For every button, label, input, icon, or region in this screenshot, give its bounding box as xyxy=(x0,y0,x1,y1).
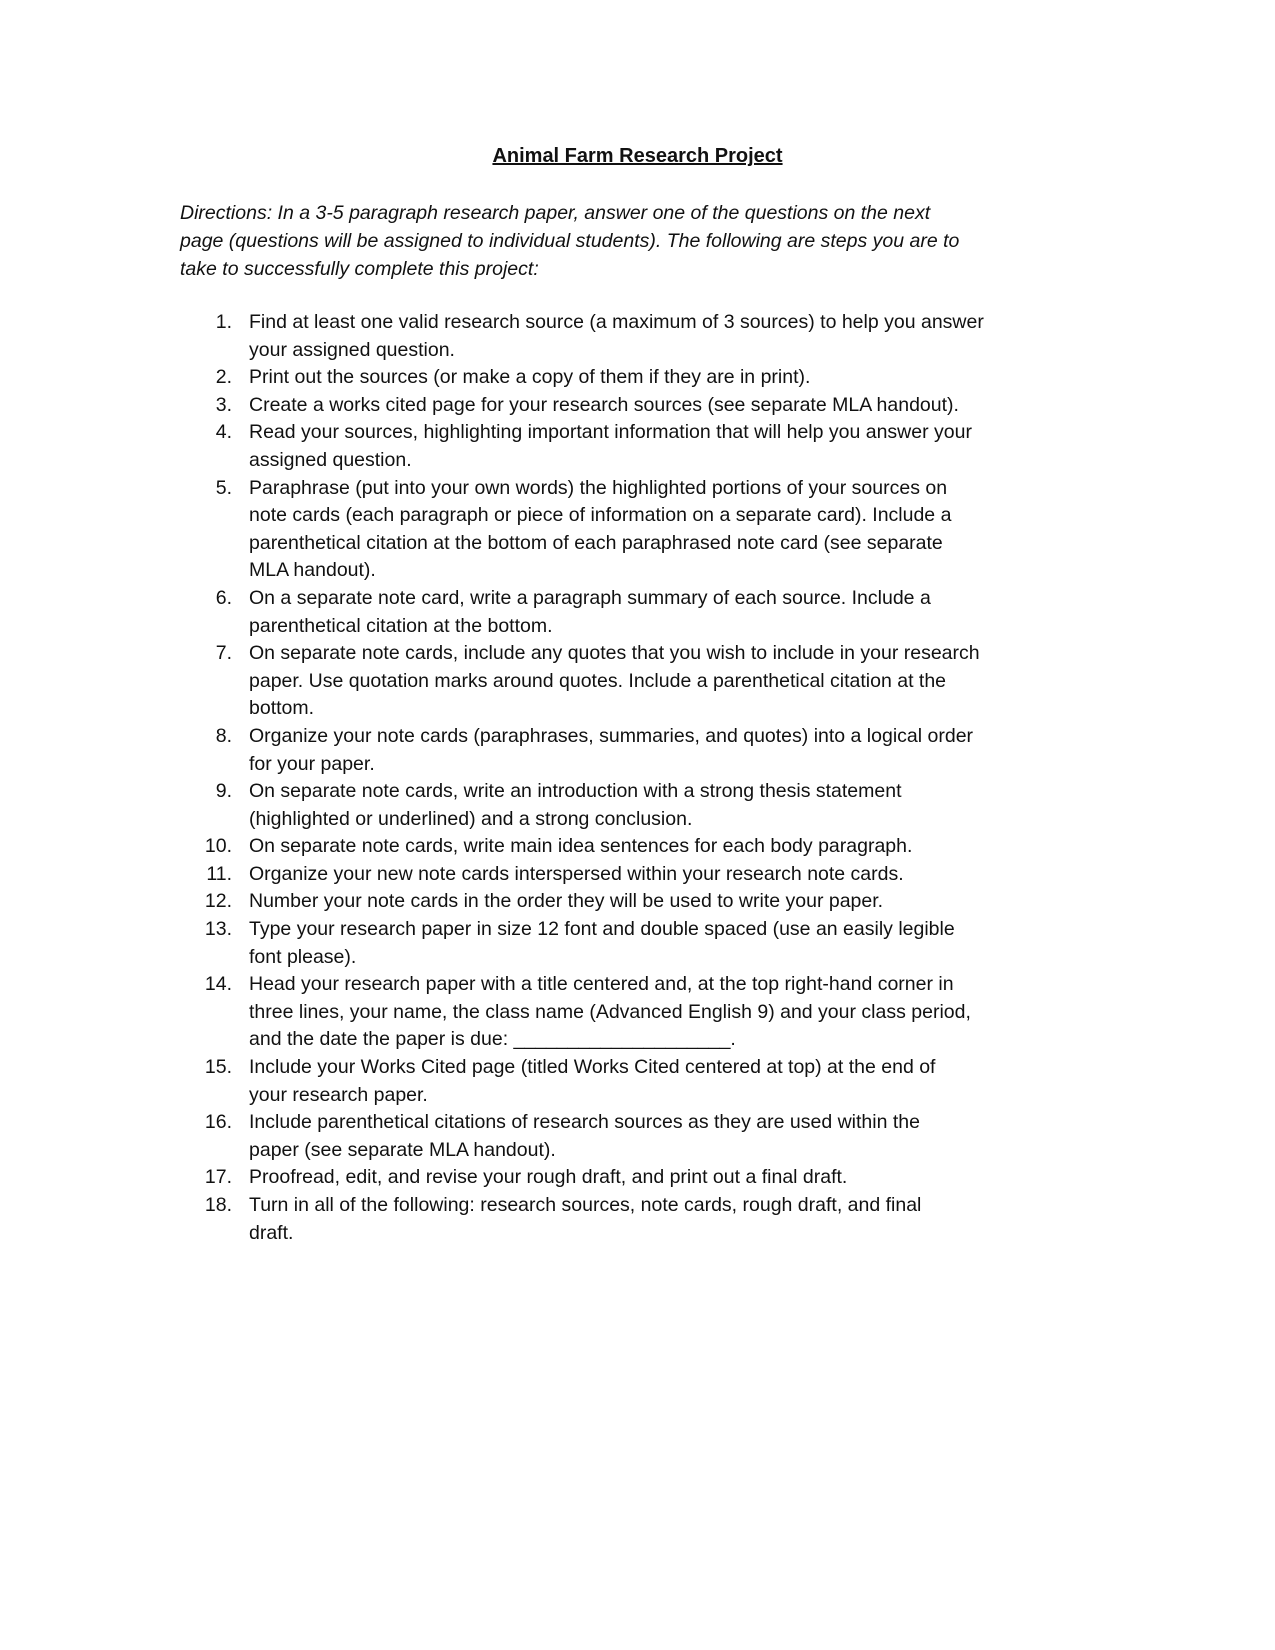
step-number: 17. xyxy=(204,1166,232,1189)
step-item xyxy=(0,640,1275,723)
step-number: 9. xyxy=(215,780,232,803)
step-text-line: On separate note cards, write main idea sentences for each body paragraph. xyxy=(249,835,913,858)
step-item xyxy=(0,916,1275,971)
step-number: 16. xyxy=(204,1111,232,1134)
step-text-line: Proofread, edit, and revise your rough draft, and print out a final draft. xyxy=(249,1166,848,1189)
step-text-line: Head your research paper with a title centered and, at the top right-hand corner in xyxy=(249,973,954,996)
steps-list xyxy=(0,309,1275,1247)
step-text-line: Include parenthetical citations of research sources as they are used within the xyxy=(249,1111,920,1134)
step-number: 15. xyxy=(204,1056,232,1079)
step-text-line: On a separate note card, write a paragraph summary of each source. Include a xyxy=(249,586,931,609)
step-item xyxy=(0,723,1275,778)
step-item xyxy=(0,585,1275,640)
document-title: Animal Farm Research Project xyxy=(492,145,783,167)
step-text-line: Number your note cards in the order they will be used to write your paper. xyxy=(249,890,884,913)
step-text-line: for your paper. xyxy=(249,752,375,775)
step-text-line: Find at least one valid research source (a maximum of 3 sources) to help you answer xyxy=(249,311,984,333)
step-text-line: Print out the sources (or make a copy of them if they are in print). xyxy=(249,366,811,389)
step-text-line: Paraphrase (put into your own words) the highlighted portions of your sources on xyxy=(249,476,948,499)
step-number: 1. xyxy=(215,311,232,333)
step-number: 2. xyxy=(215,366,232,389)
step-number: 5. xyxy=(215,476,232,499)
step-number: 8. xyxy=(215,724,232,747)
step-text-line: note cards (each paragraph or piece of information on a separate card). Include a xyxy=(249,504,952,527)
step-number: 13. xyxy=(204,918,232,941)
step-text-line: font please). xyxy=(249,945,357,968)
step-text-line: Include your Works Cited page (titled Works Cited centered at top) at the end of xyxy=(249,1056,936,1079)
directions-line: take to successfully complete this project: xyxy=(180,258,539,280)
step-item xyxy=(0,364,1275,392)
step-text-line: bottom. xyxy=(249,697,315,720)
step-text-line: Read your sources, highlighting important information that will help you answer your xyxy=(249,421,972,444)
step-number: 3. xyxy=(215,393,232,416)
step-number: 14. xyxy=(204,973,232,996)
step-text-line: On separate note cards, write an introduction with a strong thesis statement xyxy=(249,780,902,803)
step-text-line: Turn in all of the following: research sources, note cards, rough draft, and final xyxy=(249,1194,922,1216)
step-number: 18. xyxy=(204,1194,232,1216)
step-text-line: your research paper. xyxy=(249,1083,428,1106)
step-item xyxy=(0,475,1275,585)
step-item xyxy=(0,1192,1275,1247)
directions-line: page (questions will be assigned to individual students). The following are steps you are to xyxy=(180,230,960,252)
step-item xyxy=(0,1109,1275,1164)
step-item xyxy=(0,888,1275,916)
step-text-line: parenthetical citation at the bottom of each paraphrased note card (see separate xyxy=(249,531,943,554)
step-item xyxy=(0,971,1275,1054)
step-text-line: On separate note cards, include any quotes that you wish to include in your research xyxy=(249,642,980,665)
step-item xyxy=(0,1054,1275,1109)
step-text-line: parenthetical citation at the bottom. xyxy=(249,614,553,637)
step-item xyxy=(0,833,1275,861)
step-text-line: Type your research paper in size 12 font and double spaced (use an easily legible xyxy=(249,918,955,941)
directions xyxy=(180,199,959,283)
step-text-line: your assigned question. xyxy=(249,338,455,361)
step-number: 11. xyxy=(206,862,232,885)
step-text-line: Organize your new note cards interspersed within your research note cards. xyxy=(249,862,904,885)
step-item xyxy=(0,778,1275,833)
step-text-line: three lines, your name, the class name (Advanced English 9) and your class period, xyxy=(249,1000,971,1023)
step-text-line: and the date the paper is due: ____________________. xyxy=(249,1028,736,1051)
step-text-line: paper. Use quotation marks around quotes. Include a parenthetical citation at the xyxy=(249,669,947,692)
step-text-line: Create a works cited page for your research sources (see separate MLA handout). xyxy=(249,393,959,416)
step-text-line: MLA handout). xyxy=(249,559,376,582)
step-item xyxy=(0,861,1275,889)
step-number: 7. xyxy=(215,642,232,665)
step-item xyxy=(0,392,1275,420)
step-text-line: draft. xyxy=(249,1221,294,1244)
step-item xyxy=(0,419,1275,474)
step-number: 6. xyxy=(215,586,232,609)
step-text-line: Organize your note cards (paraphrases, summaries, and quotes) into a logical order xyxy=(249,724,974,747)
step-number: 10. xyxy=(204,835,232,858)
step-text-line: paper (see separate MLA handout). xyxy=(249,1138,556,1161)
step-number: 12. xyxy=(204,890,232,913)
directions-line: Directions: In a 3-5 paragraph research paper, answer one of the questions on the next xyxy=(180,202,931,224)
step-item xyxy=(0,1164,1275,1192)
step-item xyxy=(0,309,1275,364)
step-text-line: (highlighted or underlined) and a strong conclusion. xyxy=(249,807,693,830)
step-text-line: assigned question. xyxy=(249,448,412,471)
step-number: 4. xyxy=(215,421,232,444)
